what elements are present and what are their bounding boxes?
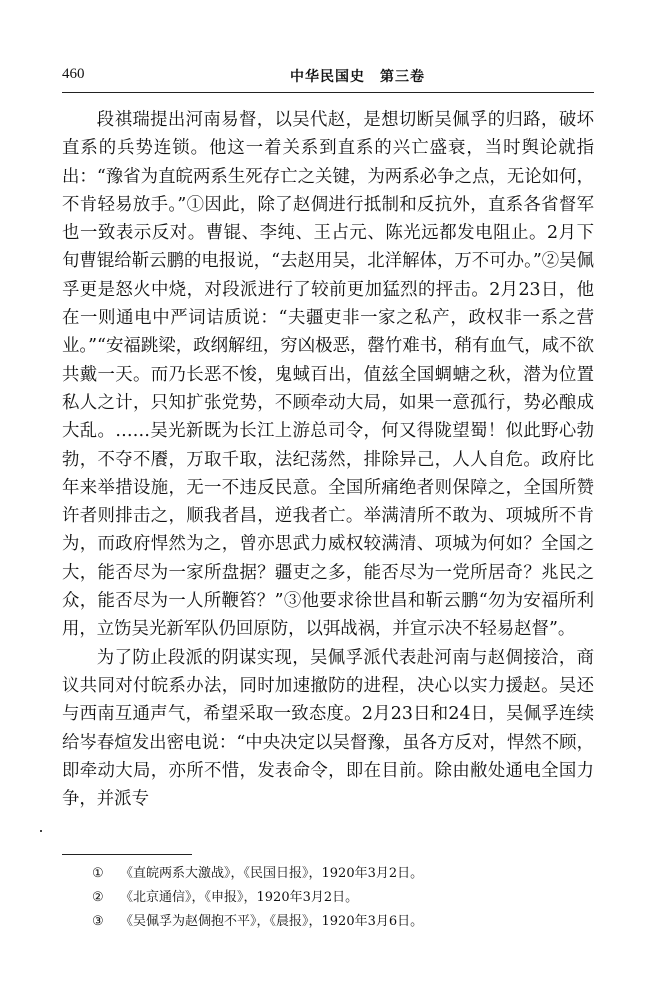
footnote-text: 《直皖两系大激战》，《民国日报》，1920年3月2日。 — [120, 866, 424, 881]
page-number: 460 — [62, 66, 85, 82]
header-rule — [62, 92, 594, 93]
page-header — [60, 66, 594, 90]
footnote-rule — [62, 854, 192, 855]
footnotes — [92, 862, 594, 934]
footnote — [92, 910, 594, 934]
footnote — [92, 886, 594, 910]
footnote-text: 《吴佩孚为赵倜抱不平》，《晨报》，1920年3月6日。 — [120, 914, 424, 929]
footnote-marker: ① — [92, 866, 104, 881]
body-text — [62, 106, 594, 813]
footnote-marker: ② — [92, 890, 104, 905]
margin-mark — [40, 830, 42, 832]
footnote — [92, 862, 594, 886]
footnote-text: 《北京通信》，《申报》，1920年3月2日。 — [120, 890, 359, 905]
paragraph: 为了防止段派的阴谋实现，吴佩孚派代表赴河南与赵倜接洽，商议共同对付皖系办法，同时加速撤防的进程，决心以实力援赵。吴还与西南互通声气，希望采取一致态度。2月23日和24日，吴佩孚连续给岑春煊发出密电说：“中央决定以吴督豫，虽各方反对，悍然不顾，即牵动大局，亦所不惜，发表命令，即在目前。除由敝处通电全国力争，并派专 — [62, 647, 594, 810]
footnote-marker: ③ — [92, 914, 104, 929]
running-title: 中华民国史 第三卷 — [290, 69, 425, 85]
paragraph: 段祺瑞提出河南易督，以吴代赵，是想切断吴佩孚的归路，破坏直系的兵势连锁。他这一着关系到直系的兴亡盛衰，当时舆论就指出：“豫省为直皖两系生死存亡之关键，为两系必争之点，无论如何，不肯轻易放手。”①因此，除了赵倜进行抵制和反抗外，直系各省督军也一致表示反对。曹锟、李纯、王占元、陈光远都发电阻止。2月下旬曹锟给靳云鹏的电报说，“去赵用吴，北洋解体，万不可办。”②吴佩孚更是怒火中烧，对段派进行了较前更加猛烈的抨击。2月23日，他在一则通电中严词诘质说：“夫疆吏非一家之私产，政权非一系之营业。”“安福跳梁，政纲解纽，穷凶极恶，罄竹难书，稍有血气，咸不欲共戴一天。而乃长恶不悛，鬼蜮百出，值兹全国蜩螗之秋，潜为位置私人之计，只知扩张党势，不顾牵动大局，如果一意孤行，势必酿成大乱。……吴光新既为长江上游总司令，何又得陇望蜀！似此野心勃勃，不夺不餍，万取千取，法纪荡然，排除异己，人人自危。政府比年来举措设施，无一不违反民意。全国所痛绝者则保障之，全国所赞许者则排击之，顺我者昌，逆我者亡。举满清所不敢为、项城所不肯为，而政府悍然为之，曾亦思武力威权较满清、项城为何如？全国之大，能否尽为一家所盘据？疆吏之多，能否尽为一党所居奇？兆民之众，能否尽为一人所鞭笞？”③他要求徐世昌和靳云鹏“勿为安福所利用，立饬吴光新军队仍回原防，以弭战祸，并宣示决不轻易赵督”。 — [62, 110, 594, 640]
